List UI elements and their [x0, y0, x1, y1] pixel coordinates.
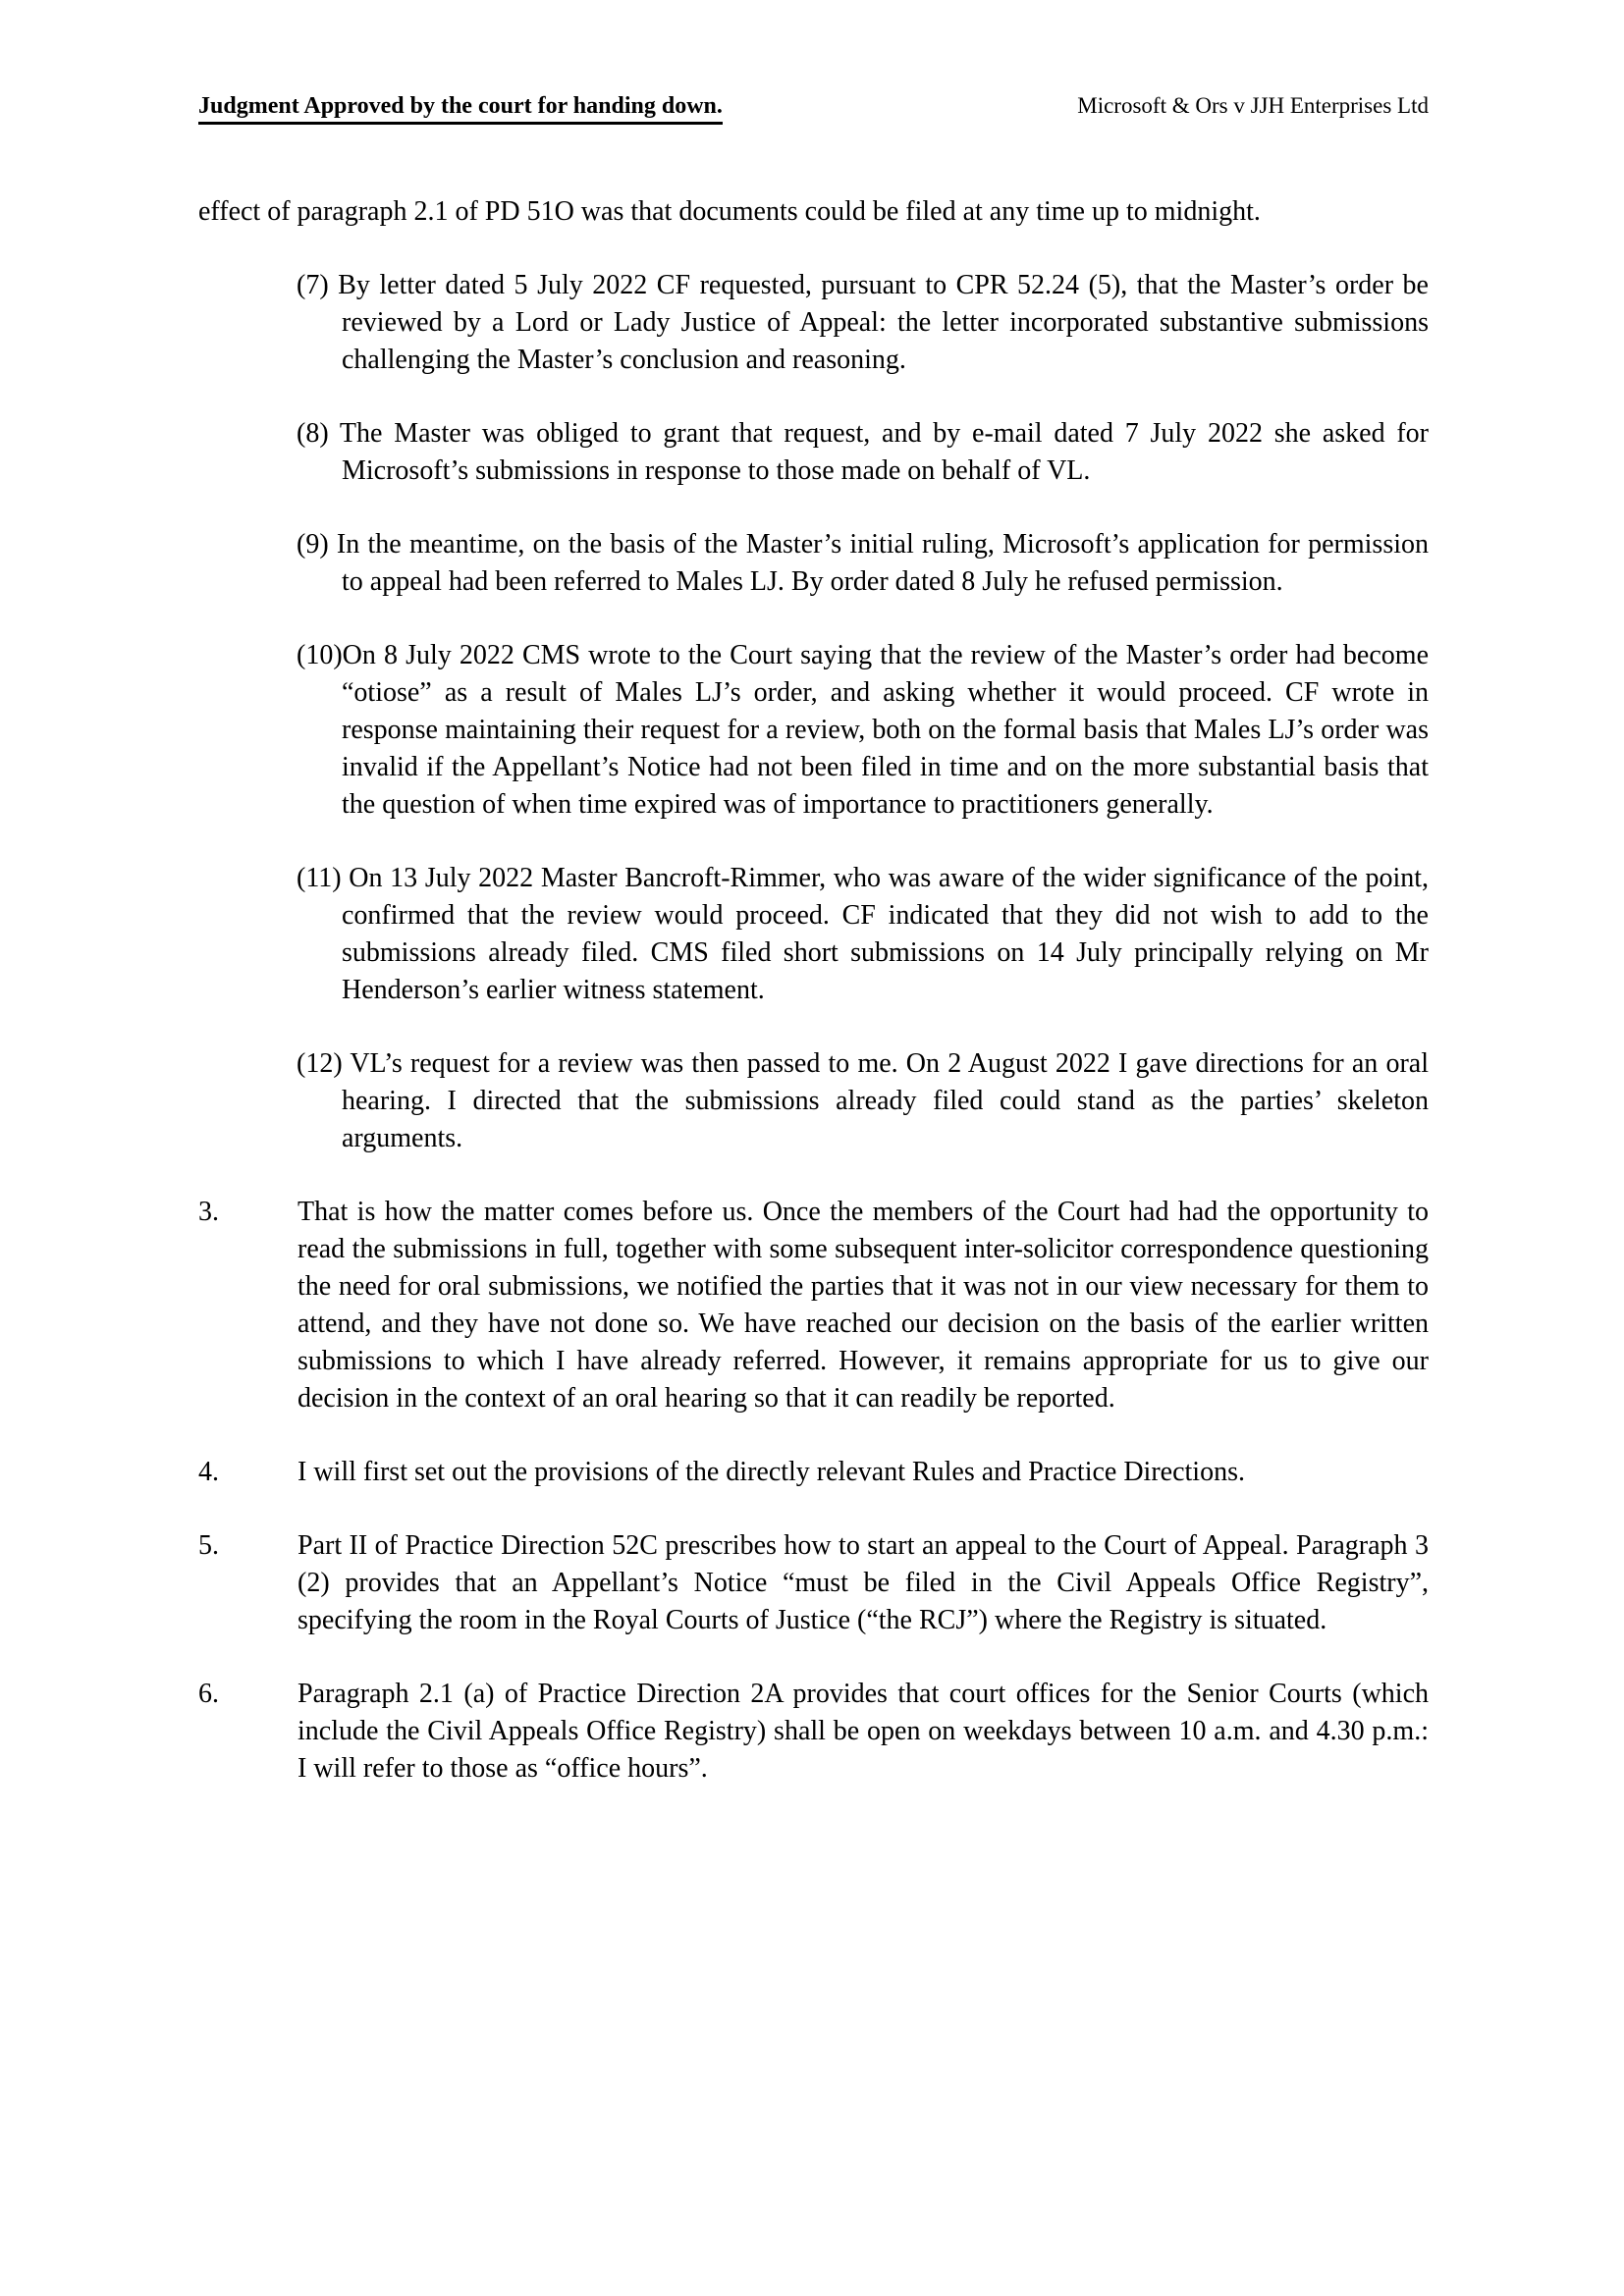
subparagraph-9-number: (9): [297, 529, 337, 560]
paragraph-5-text: Part II of Practice Direction 52C prescribes how to start an appeal to the Court of Appeal. Paragraph 3 (2) provides that an Appellant’s Notice “must be filed in the Civil Appeals Office Registry”, specifying the room in the Royal Courts of Justice (“the RCJ”) where the Registry is situated.: [298, 1530, 1429, 1635]
paragraph-5: [198, 1527, 1429, 1639]
paragraph-4-number: 4.: [198, 1457, 219, 1487]
paragraph-6-text: Paragraph 2.1 (a) of Practice Direction 2A provides that court offices for the Senior Courts (which include the Civil Appeals Office Registry) shall be open on weekdays between 10 a.m. and 4.30 p.m.: I will refer to those as “office hours”.: [298, 1679, 1429, 1784]
subparagraph-10-number: (10): [297, 640, 343, 670]
paragraph-6: [198, 1676, 1429, 1788]
subparagraph-12-number: (12): [297, 1048, 351, 1079]
paragraph-4-text: I will first set out the provisions of the directly relevant Rules and Practice Directions.: [298, 1457, 1245, 1487]
subparagraph-8-number: (8): [297, 418, 340, 449]
paragraph-3-number: 3.: [198, 1197, 219, 1227]
subparagraph-8: [198, 415, 1429, 490]
subparagraph-7-number: (7): [297, 270, 339, 300]
paragraph-5-number: 5.: [198, 1530, 219, 1561]
judgment-body: [198, 193, 1429, 1788]
subparagraph-12-text: VL’s request for a review was then passed to me. On 2 August 2022 I gave directions for an oral hearing. I directed that the submissions already filed could stand as the parties’ skeleton arguments.: [342, 1048, 1429, 1153]
subparagraph-10: [198, 637, 1429, 824]
paragraph-6-number: 6.: [198, 1679, 219, 1709]
paragraph-continuation: effect of paragraph 2.1 of PD 51O was that documents could be filed at any time up to midnight.: [198, 196, 1261, 227]
subparagraph-9-text: In the meantime, on the basis of the Master’s initial ruling, Microsoft’s application for permission to appeal had been referred to Males LJ. By order dated 8 July he refused permission.: [336, 529, 1429, 597]
subparagraph-11-text: On 13 July 2022 Master Bancroft-Rimmer, who was aware of the wider significance of the point, confirmed that the review would proceed. CF indicated that they did not wish to add to the submissions already filed. CMS filed short submissions on 14 July principally relying on Mr Henderson’s earlier witness statement.: [342, 863, 1430, 1005]
case-name: Microsoft & Ors v JJH Enterprises Ltd: [1077, 93, 1429, 118]
subparagraph-12: [198, 1045, 1429, 1157]
approval-notice: Judgment Approved by the court for handing down.: [198, 91, 723, 125]
subparagraph-7: [198, 267, 1429, 379]
paragraph-3: [198, 1194, 1429, 1417]
paragraph-4: [198, 1454, 1429, 1491]
subparagraph-11-number: (11): [297, 863, 350, 893]
subparagraph-10-text: On 8 July 2022 CMS wrote to the Court saying that the review of the Master’s order had become “otiose” as a result of Males LJ’s order, and asking whether it would proceed. CF wrote in response maintaining their request for a review, both on the formal basis that Males LJ’s order was invalid if the Appellant’s Notice had not been filed in time and on the more substantial basis that the question of when time expired was of importance to practitioners generally.: [342, 640, 1429, 820]
subparagraph-11: [198, 860, 1429, 1009]
subparagraph-9: [198, 526, 1429, 601]
paragraph-3-text: That is how the matter comes before us. Once the members of the Court had had the opportunity to read the submissions in full, together with some subsequent inter-solicitor correspondence questioning the need for oral submissions, we notified the parties that it was not in our view necessary for them to attend, and they have not done so. We have reached our decision on the basis of the earlier written submissions to which I have already referred. However, it remains appropriate for us to give our decision in the context of an oral hearing so that it can readily be reported.: [298, 1197, 1429, 1414]
page-header: [198, 91, 1429, 125]
subparagraph-8-text: The Master was obliged to grant that request, and by e-mail dated 7 July 2022 she asked for Microsoft’s submissions in response to those made on behalf of VL.: [339, 418, 1429, 486]
subparagraph-7-text: By letter dated 5 July 2022 CF requested, pursuant to CPR 52.24 (5), that the Master’s order be reviewed by a Lord or Lady Justice of Appeal: the letter incorporated substantive submissions challenging the Master’s conclusion and reasoning.: [338, 270, 1429, 375]
